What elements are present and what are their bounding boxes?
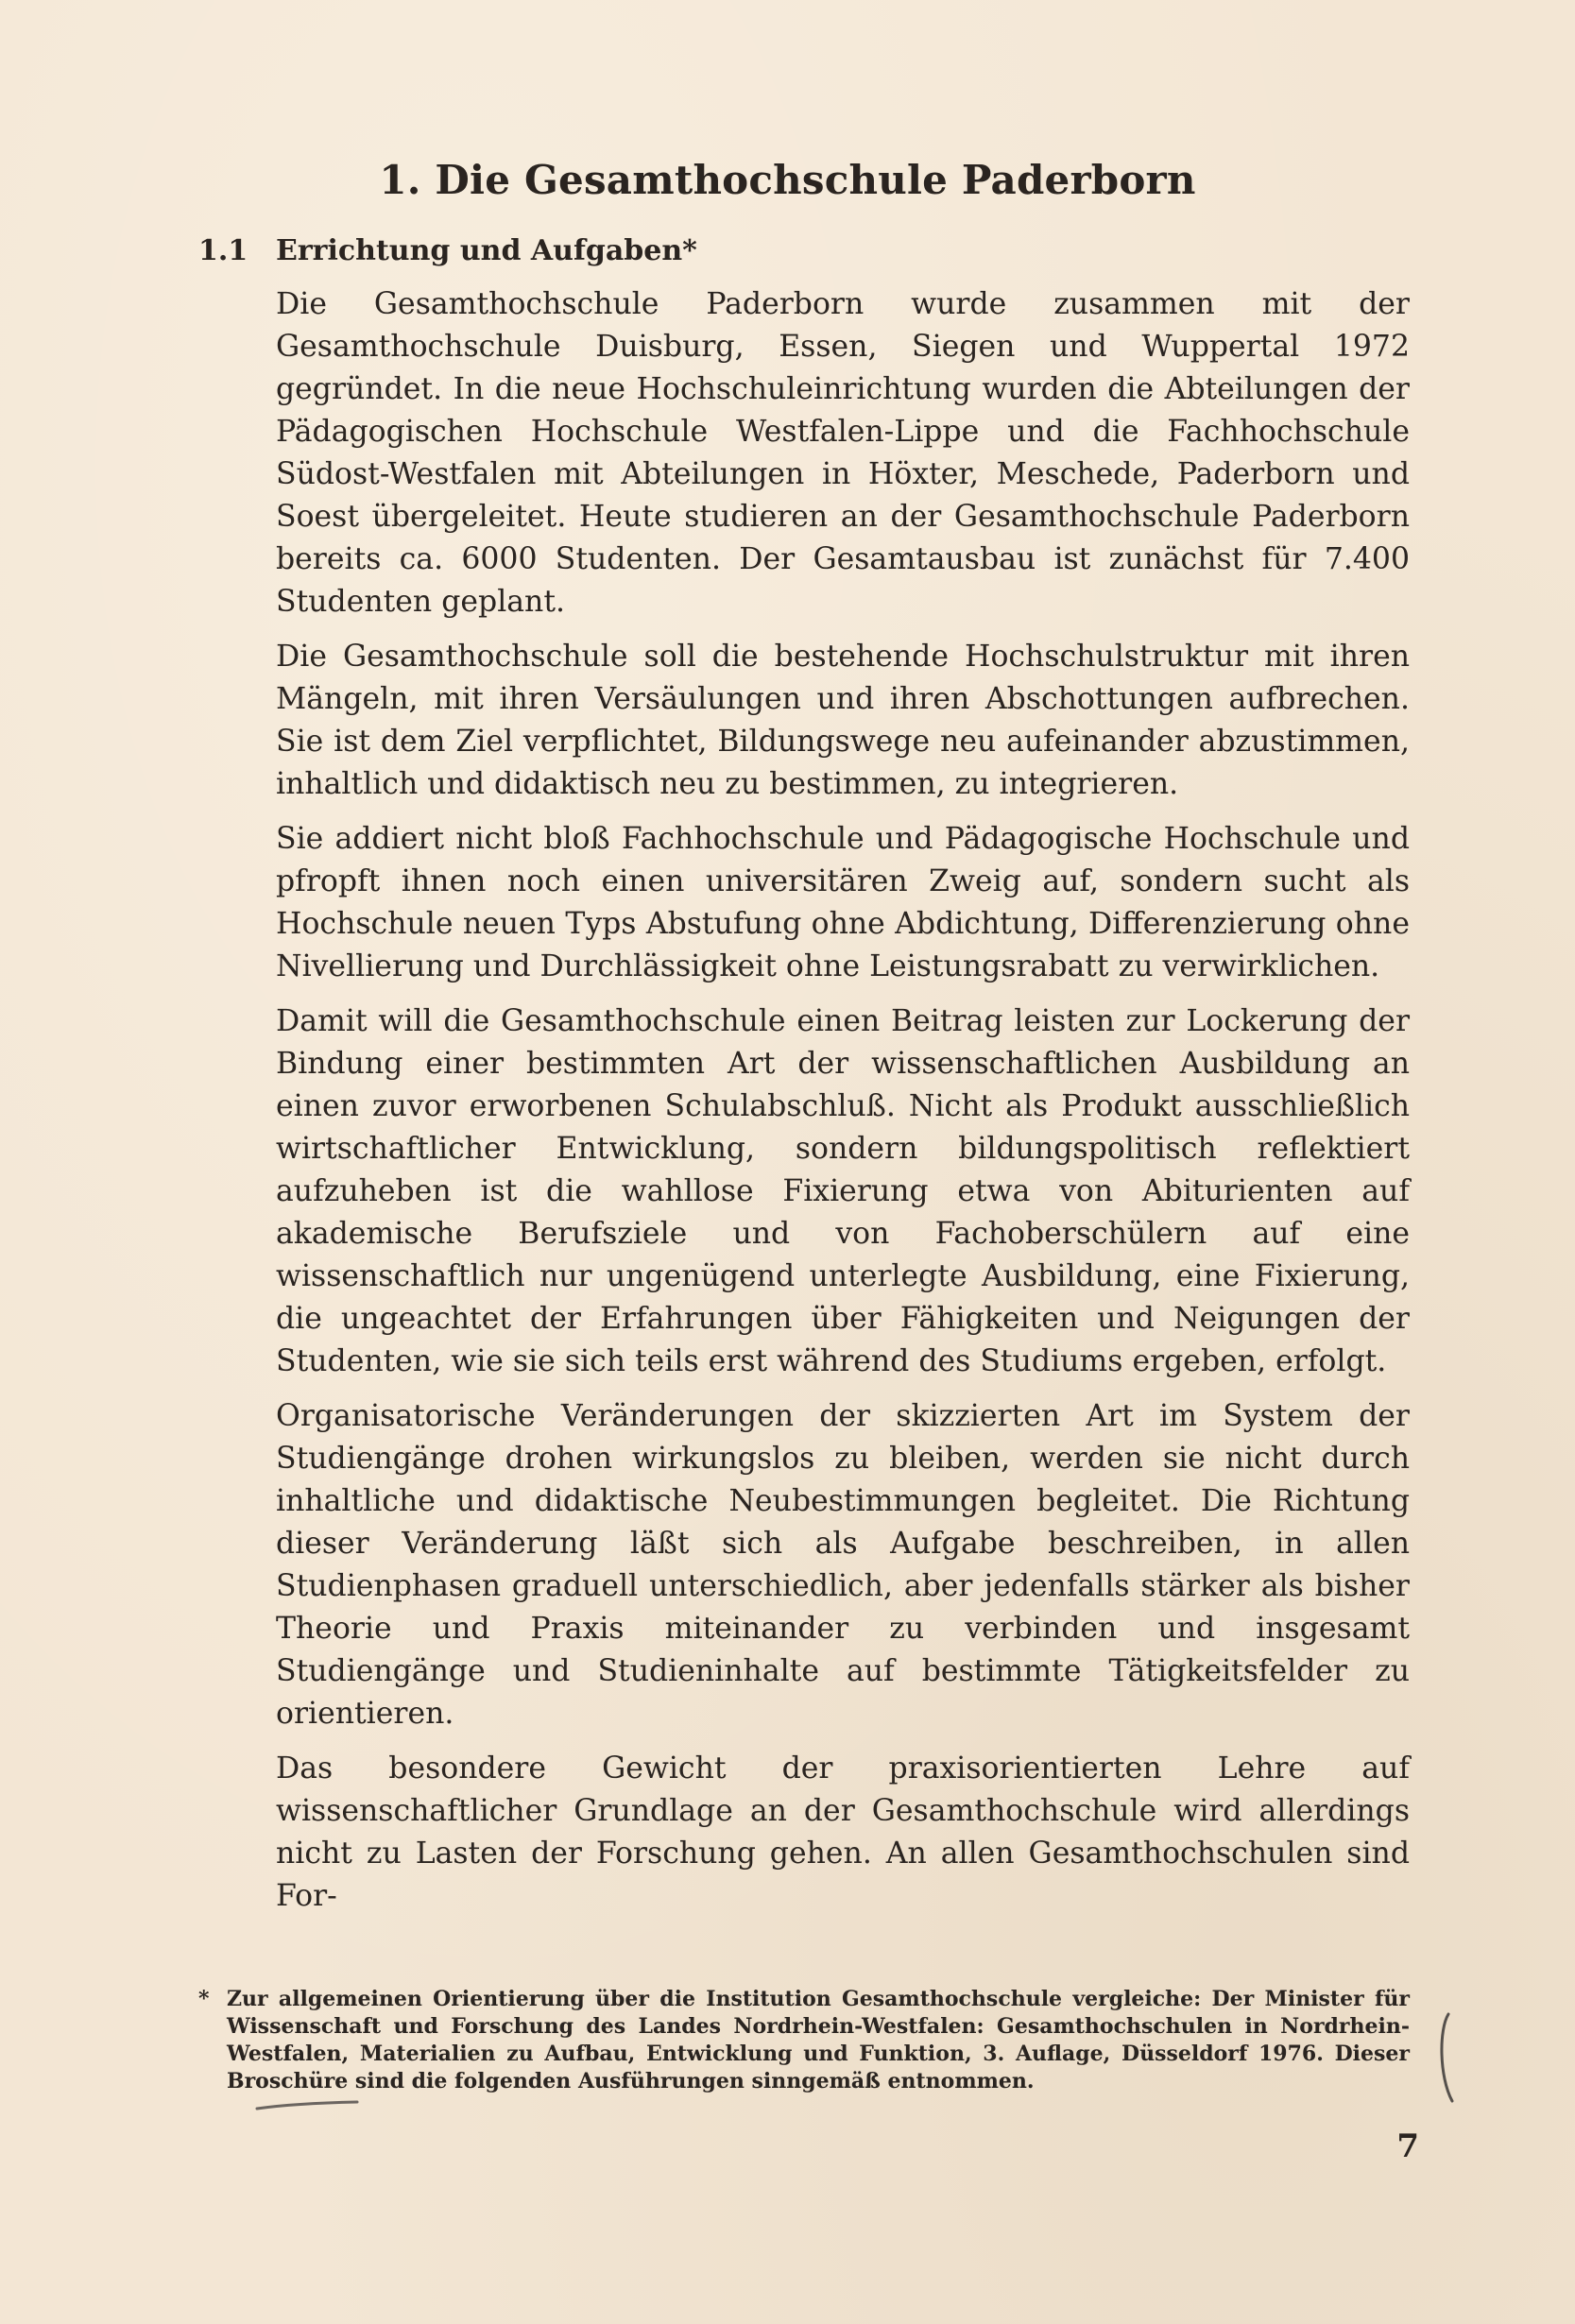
pencil-underline-mark <box>255 2099 359 2112</box>
section-heading <box>198 234 697 267</box>
pencil-bracket-mark <box>1431 2010 1460 2105</box>
paragraph: Das besondere Gewicht der praxisorientierten Lehre auf wissenschaftlicher Grundlage an der Gesamthochschule wird allerdings nicht zu Lasten der Forschung gehen. An allen Gesamthochschulen sind For- <box>276 1752 1410 1913</box>
paragraph: Organisatorische Veränderungen der skizzierten Art im System der Studiengänge drohen wirkungslos zu bleiben, werden sie nicht durch inhaltliche und didaktische Neubestimmungen begleitet. Die Richtung dieser Veränderung läßt sich als Aufgabe beschreiben, in allen Studienphasen graduell unterschiedlich, aber jedenfalls stärker als bisher Theorie und Praxis miteinander zu verbinden und insgesamt Studiengänge und Studieninhalte auf bestimmte Tätigkeitsfelder zu orientieren. <box>276 1399 1410 1731</box>
chapter-title: 1. Die Gesamthochschule Paderborn <box>379 157 1196 203</box>
footnote-marker: * <box>198 1987 210 2011</box>
section-number: 1.1 <box>198 234 248 267</box>
page-number: 7 <box>1396 2127 1419 2165</box>
paragraph: Damit will die Gesamthochschule einen Beitrag leisten zur Lockerung der Bindung einer bestimmten Art der wissenschaftlichen Ausbildung an einen zuvor erworbenen Schulabschluß. Nicht als Produkt ausschließlich wirtschaftlicher Entwicklung, sondern bildungspolitisch reflektiert aufzuheben ist die wahllose Fixierung etwa von Abiturienten auf akademische Berufsziele und von Fachoberschülern auf eine wissenschaftlich nur ungenügend unterlegte Ausbildung, eine Fixierung, die ungeachtet der Erfahrungen über Fähigkeiten und Neigungen der Studenten, wie sie sich teils erst während des Studiums ergeben, erfolgt. <box>276 1004 1410 1378</box>
footnote <box>198 1986 1410 2095</box>
section-title: Errichtung und Aufgaben* <box>276 234 697 267</box>
paragraph: Sie addiert nicht bloß Fachhochschule und Pädagogische Hochschule und pfropft ihnen noch einen universitären Zweig auf, sondern sucht als Hochschule neuen Typs Abstufung ohne Abdichtung, Differenzierung ohne Nivellierung und Durchlässigkeit ohne Leistungsrabatt zu verwirklichen. <box>276 822 1410 983</box>
footnote-text: Zur allgemeinen Orientierung über die Institution Gesamthochschule vergleiche: Der Minister für Wissenschaft und Forschung des Landes Nordrhein-Westfalen: Gesamthochschulen in Nordrhein-Westfalen, Materialien zu Aufbau, Entwicklung und Funktion, 3. Auflage, Düsseldorf 1976. Dieser Broschüre sind die folgenden Ausführungen sinngemäß entnommen. <box>227 1987 1410 2093</box>
body-text <box>276 283 1410 1930</box>
paragraph: Die Gesamthochschule soll die bestehende Hochschulstruktur mit ihren Mängeln, mit ihren Versäulungen und ihren Abschottungen aufbrechen. Sie ist dem Ziel verpflichtet, Bildungswege neu aufeinander abzustimmen, inhaltlich und didaktisch neu zu bestimmen, zu integrieren. <box>276 640 1410 801</box>
paragraph: Die Gesamthochschule Paderborn wurde zusammen mit der Gesamthochschule Duisburg, Essen, Siegen und Wuppertal 1972 gegründet. In die neue Hochschuleinrichtung wurden die Abteilungen der Pädagogischen Hochschule Westfalen-Lippe und die Fachhochschule Südost-Westfalen mit Abteilungen in Höxter, Meschede, Paderborn und Soest übergeleitet. Heute studieren an der Gesamthochschule Paderborn bereits ca. 6000 Studenten. Der Gesamtausbau ist zunächst für 7.400 Studenten geplant. <box>276 287 1410 619</box>
